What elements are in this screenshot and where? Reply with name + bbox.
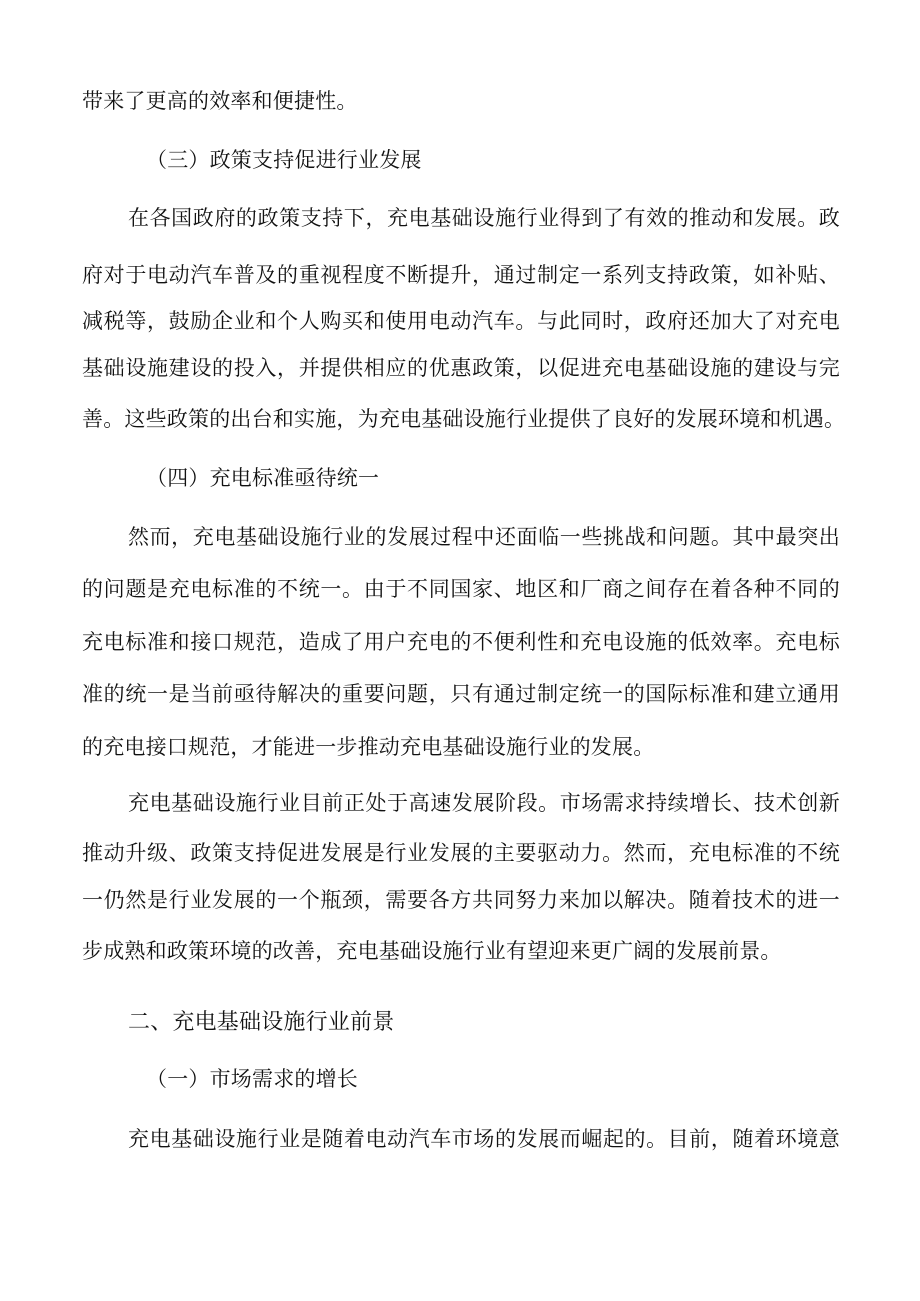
section-heading-4: （四）充电标准亟待统一 [146, 466, 380, 490]
paragraph-line: 减税等，鼓励企业和个人购买和使用电动汽车。与此同时，政府还加大了对充电 [82, 309, 840, 333]
paragraph-line: 在各国政府的政策支持下，充电基础设施行业得到了有效的推动和发展。政 [128, 206, 840, 230]
paragraph-line: 充电基础设施行业是随着电动汽车市场的发展而崛起的。目前，随着环境意 [128, 1127, 840, 1151]
paragraph-line: 带来了更高的效率和便捷性。 [82, 89, 358, 113]
paragraph-line: 充电基础设施行业目前正处于高速发展阶段。市场需求持续增长、技术创新 [128, 791, 840, 815]
paragraph-line: 的充电接口规范，才能进一步推动充电基础设施行业的发展。 [82, 735, 655, 759]
chapter-heading: 二、充电基础设施行业前景 [128, 1010, 395, 1035]
section-heading-1: （一）市场需求的增长 [146, 1067, 358, 1091]
paragraph-line: 步成熟和政策环境的改善，充电基础设施行业有望迎来更广阔的发展前景。 [82, 939, 782, 963]
paragraph-line: 善。这些政策的出台和实施，为充电基础设施行业提供了良好的发展环境和机遇。 [82, 407, 846, 431]
paragraph-line: 府对于电动汽车普及的重视程度不断提升，通过制定一系列支持政策，如补贴、 [82, 263, 840, 287]
paragraph-line: 的问题是充电标准的不统一。由于不同国家、地区和厂商之间存在着各种不同的 [82, 577, 840, 601]
paragraph-line: 一仍然是行业发展的一个瓶颈，需要各方共同努力来加以解决。随着技术的进一 [82, 888, 840, 912]
paragraph-line: 基础设施建设的投入，并提供相应的优惠政策，以促进充电基础设施的建设与完 [82, 356, 840, 380]
paragraph-line: 充电标准和接口规范，造成了用户充电的不便利性和充电设施的低效率。充电标 [82, 630, 840, 654]
paragraph-line: 然而，充电基础设施行业的发展过程中还面临一些挑战和问题。其中最突出 [128, 525, 840, 549]
paragraph-line: 推动升级、政策支持促进发展是行业发展的主要驱动力。然而，充电标准的不统 [82, 841, 840, 865]
paragraph-line: 准的统一是当前亟待解决的重要问题，只有通过制定统一的国际标准和建立通用 [82, 682, 840, 706]
section-heading-3: （三）政策支持促进行业发展 [146, 148, 422, 172]
